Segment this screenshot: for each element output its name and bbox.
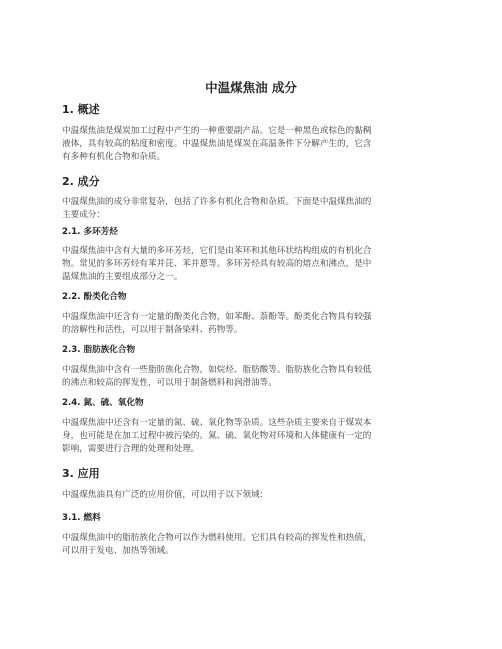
section-heading-overview: 1. 概述 [62,103,100,116]
document-title: 中温煤焦油 成分 [205,80,297,95]
subsection-heading-pah: 2.1. 多环芳烃 [62,227,118,237]
text-line: 中温煤焦油是煤炭加工过程中产生的一种重要副产品。它是一种黑色或棕色的黏稠 [62,126,372,136]
text-line: 物。常见的多环芳烃有苯并芘、苯并蒽等。多环芳烃具有较高的熔点和沸点，是中 [62,259,372,270]
section-heading-applications: 3. 应用 [62,467,100,480]
text-line: 身，也可能是在加工过程中被污染的。氮、硫、氧化物对环境和人体健康有一定的 [62,431,372,442]
text-line: 可以用于发电、加热等领域。 [62,546,174,557]
text-line: 中温煤焦油的成分非常复杂，包括了许多有机化合物和杂质。下面是中温煤焦油的 [62,197,372,207]
subsection-paragraph-pah [62,245,440,284]
text-line: 的溶解性和活性，可以用于制备染料、药物等。 [62,325,243,336]
text-line: 中温煤焦油中的脂肪族化合物可以作为燃料使用。它们具有较高的挥发性和热值， [62,533,372,543]
subsection-heading-phenols: 2.2. 酚类化合物 [62,292,127,302]
subsection-paragraph-fuel [62,532,440,558]
text-line: 的沸点和较高的挥发性，可以用于制备燃料和润滑油等。 [62,378,277,389]
text-line: 温煤焦油的主要组成部分之一。 [62,272,183,283]
subsection-heading-aliphatics: 2.3. 脂肪族化合物 [62,345,136,355]
text-line: 中温煤焦油中还含有一定量的酚类化合物，如苯酚、萘酚等。酚类化合物具有较强 [62,312,372,322]
text-line: 主要成分： [62,210,105,221]
subsection-paragraph-impurities [62,417,440,456]
text-line: 中温煤焦油中含有一些脂肪族化合物，如烷烃、脂肪酸等。脂肪族化合物具有较低 [62,365,372,375]
text-line: 有多种有机化合物和杂质。 [62,152,166,163]
subsection-heading-impurities: 2.4. 氮、硫、氧化物 [62,398,144,408]
subsection-paragraph-phenols [62,311,440,337]
section-paragraph-overview [62,125,440,164]
subsection-paragraph-aliphatics [62,364,440,390]
section-heading-composition: 2. 成分 [62,175,100,188]
text-line: 中温煤焦油中含有大量的多环芳烃，它们是由苯环和其他环状结构组成的有机化合 [62,246,372,256]
text-line: 中温煤焦油中还含有一定量的氮、硫、氧化物等杂质。这些杂质主要来自于煤炭本 [62,418,372,428]
text-line: 中温煤焦油具有广泛的应用价值，可以用于以下领域： [62,490,269,500]
section-paragraph-applications [62,489,440,502]
section-paragraph-composition [62,196,440,222]
text-line: 液体，具有较高的粘度和密度。中温煤焦油是煤炭在高温条件下分解产生的，它含 [62,139,372,150]
text-line: 影响，需要进行合理的处理和处理。 [62,444,200,455]
subsection-heading-fuel: 3.1. 燃料 [62,513,101,523]
